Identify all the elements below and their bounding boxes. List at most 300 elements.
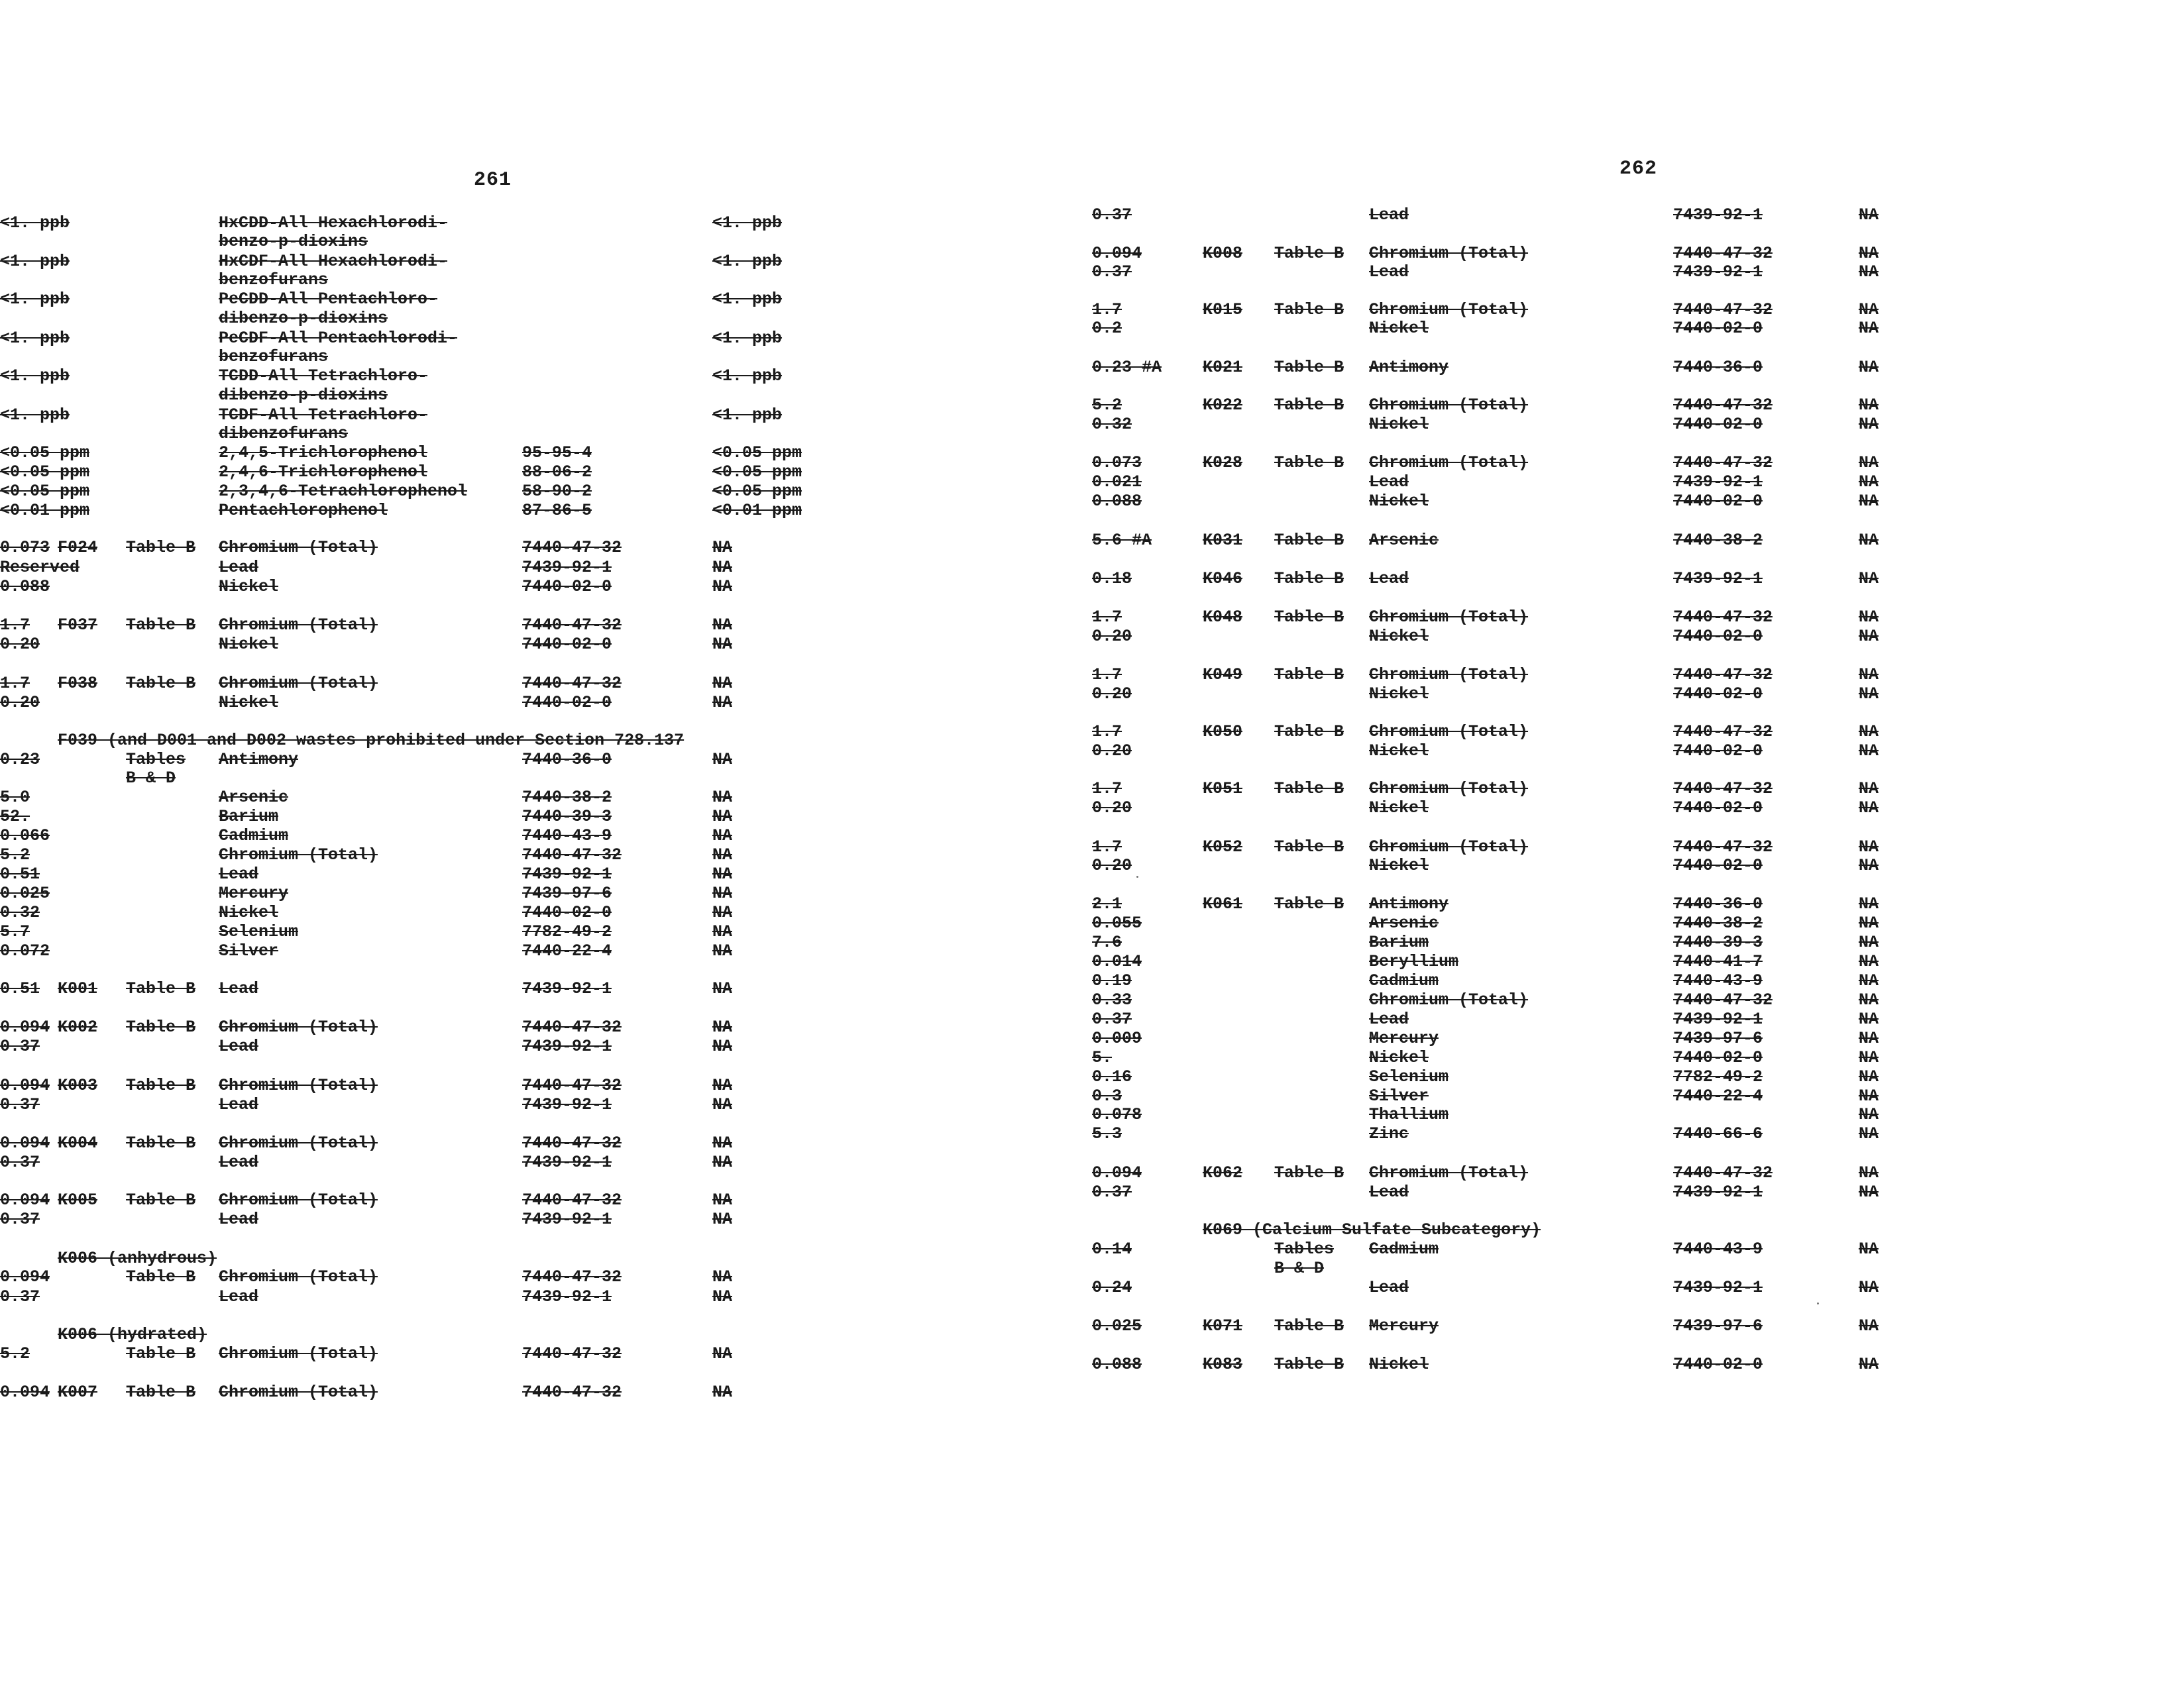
nonwastewater-value: 5.3 (1092, 1124, 1122, 1143)
table-ref: B & D (126, 768, 176, 788)
cas-number: 7440-02-0 (1673, 492, 1763, 511)
table-row (0, 424, 1092, 444)
table-row (0, 577, 1092, 597)
cas-number: 7440-38-2 (522, 788, 612, 807)
waste-code: K028 (1203, 453, 1243, 472)
nonwastewater-value: 1.7 (0, 615, 30, 635)
wastewater-value: NA (1859, 627, 1879, 646)
wastewater-value: NA (1859, 722, 1879, 741)
constituent-name: Lead (219, 558, 259, 577)
wastewater-value: <1. ppb (712, 329, 783, 348)
nonwastewater-value: 0.094 (0, 1383, 50, 1402)
wastewater-value: NA (1859, 1086, 1879, 1106)
wastewater-value: NA (712, 903, 733, 922)
wastewater-value: NA (712, 1267, 733, 1287)
table-ref: Table B (1274, 837, 1344, 857)
table-row (1092, 1067, 2184, 1087)
table-row (1092, 300, 2184, 320)
constituent-name: Nickel (219, 903, 279, 922)
waste-code: K021 (1203, 358, 1243, 377)
scan-speck (1136, 876, 1138, 878)
wastewater-value: NA (1859, 952, 1879, 971)
table-ref: Table B (1274, 1316, 1344, 1336)
nonwastewater-value: 52. (0, 807, 30, 826)
cas-number: 7439-92-1 (1673, 262, 1763, 282)
page-number: 261 (474, 169, 512, 191)
table-ref: Table B (1274, 396, 1344, 415)
wastewater-value: NA (712, 577, 733, 596)
constituent-name: Mercury (1369, 1029, 1439, 1048)
table-ref: Table B (1274, 358, 1344, 377)
table-row (1092, 952, 2184, 972)
wastewater-value: NA (712, 1383, 733, 1402)
cas-number: 7440-02-0 (522, 577, 612, 596)
constituent-name: Chromium (Total) (219, 1076, 378, 1095)
table-ref: Table B (126, 979, 196, 998)
constituent-name: Chromium (Total) (1369, 779, 1529, 798)
cas-number: 7440-47-32 (522, 1267, 622, 1287)
cas-number: 7440-47-32 (1673, 990, 1773, 1010)
table-row (0, 788, 1092, 808)
nonwastewater-value: 0.24 (1092, 1278, 1132, 1297)
wastewater-value: <0.05 ppm (712, 443, 802, 462)
constituent-name: Chromium (Total) (1369, 300, 1529, 319)
constituent-name: Thallium (1369, 1105, 1449, 1124)
cas-number: 7440-47-32 (522, 674, 622, 693)
constituent-name: Chromium (Total) (1369, 396, 1529, 415)
table-ref: Table B (1274, 1163, 1344, 1183)
cas-number: 7439-92-1 (522, 1037, 612, 1056)
table-row (1092, 1278, 2184, 1298)
nonwastewater-value: 0.025 (1092, 1316, 1142, 1336)
nonwastewater-value: 0.20 (0, 635, 40, 654)
nonwastewater-value: 0.021 (1092, 472, 1142, 492)
cas-number: 7439-92-1 (522, 865, 612, 884)
constituent-name: Lead (1369, 569, 1409, 588)
nonwastewater-value: 0.088 (1092, 492, 1142, 511)
wastewater-value: NA (1859, 608, 1879, 627)
nonwastewater-value: 5.6 #A (1092, 531, 1152, 550)
table-row (1092, 856, 2184, 876)
table-ref: Table B (126, 1076, 196, 1095)
constituent-name: Chromium (Total) (1369, 1163, 1529, 1183)
constituent-name: Barium (219, 807, 279, 826)
table-row (0, 252, 1092, 272)
table-row (1092, 205, 2184, 225)
wastewater-value: NA (1859, 837, 1879, 857)
constituent-name: Nickel (1369, 492, 1429, 511)
wastewater-value: NA (1859, 665, 1879, 684)
nonwastewater-value: <1. ppb (0, 252, 70, 271)
waste-code: K005 (58, 1191, 98, 1210)
cas-number: 7440-47-32 (1673, 300, 1773, 319)
cas-number: 7440-47-32 (522, 1344, 622, 1363)
wastewater-value: NA (712, 788, 733, 807)
wastewater-value: NA (1859, 472, 1879, 492)
cas-number: 7440-36-0 (522, 750, 612, 769)
constituent-name: dibenzofurans (219, 424, 349, 443)
nonwastewater-value: 0.20 (0, 693, 40, 712)
table-row (0, 903, 1092, 923)
nonwastewater-value: 0.094 (1092, 244, 1142, 263)
table-row (1092, 1183, 2184, 1202)
cas-number: 7439-92-1 (522, 1095, 612, 1114)
waste-heading: K069 (Calcium Sulfate Subcategory) (1203, 1220, 1541, 1240)
wastewater-value: NA (1859, 933, 1879, 952)
wastewater-value: NA (1859, 319, 1879, 338)
wastewater-value: <1. ppb (712, 213, 783, 233)
wastewater-value: NA (1859, 990, 1879, 1010)
nonwastewater-value: 1.7 (1092, 779, 1122, 798)
cas-number: 7440-66-6 (1673, 1124, 1763, 1143)
wastewater-value: NA (1859, 205, 1879, 225)
table-ref: Table B (126, 1191, 196, 1210)
table-ref: Table B (1274, 608, 1344, 627)
wastewater-value: NA (1859, 244, 1879, 263)
nonwastewater-value: 1.7 (1092, 665, 1122, 684)
cas-number: 7439-97-6 (1673, 1029, 1763, 1048)
table-row (0, 615, 1092, 635)
constituent-name: Chromium (Total) (1369, 990, 1529, 1010)
table-row (1092, 1010, 2184, 1030)
cas-number: 7440-02-0 (1673, 856, 1763, 875)
cas-number: 7440-47-32 (1673, 665, 1773, 684)
cas-number: 7440-02-0 (1673, 415, 1763, 434)
wastewater-value: NA (1859, 569, 1879, 588)
table-ref: Table B (1274, 722, 1344, 741)
constituent-name: Beryllium (1369, 952, 1459, 971)
cas-number: 7440-47-32 (1673, 608, 1773, 627)
constituent-name: Lead (219, 865, 259, 884)
nonwastewater-value: 0.20 (1092, 798, 1132, 818)
table-ref: B & D (1274, 1259, 1325, 1278)
cas-number: 7440-47-32 (1673, 722, 1773, 741)
nonwastewater-value: <0.01 ppm (0, 501, 90, 520)
nonwastewater-value: 0.073 (1092, 453, 1142, 472)
nonwastewater-value: 1.7 (1092, 608, 1122, 627)
table-row (1092, 971, 2184, 991)
constituent-name: Selenium (1369, 1067, 1449, 1086)
table-row (0, 884, 1092, 904)
waste-code: K049 (1203, 665, 1243, 684)
table-row (0, 693, 1092, 713)
table-ref: Table B (1274, 1355, 1344, 1374)
table-row (1092, 358, 2184, 378)
nonwastewater-value: 1.7 (1092, 722, 1122, 741)
wastewater-value: NA (1859, 741, 1879, 761)
table-ref: Table B (1274, 453, 1344, 472)
nonwastewater-value: 0.094 (1092, 1163, 1142, 1183)
wastewater-value: NA (712, 845, 733, 865)
constituent-name: Nickel (1369, 319, 1429, 338)
constituent-name: Nickel (1369, 415, 1429, 434)
wastewater-value: NA (1859, 1048, 1879, 1067)
constituent-name: TCDF-All Tetrachloro- (219, 405, 428, 425)
nonwastewater-value: 0.51 (0, 865, 40, 884)
constituent-name: Lead (219, 1095, 259, 1114)
nonwastewater-value: 0.20 (1092, 684, 1132, 704)
wastewater-value: NA (1859, 396, 1879, 415)
cas-number: 7440-38-2 (1673, 531, 1763, 550)
table-row (1092, 798, 2184, 818)
waste-heading: K006 (hydrated) (58, 1325, 207, 1344)
table-row (0, 1287, 1092, 1307)
constituent-name: Cadmium (1369, 971, 1439, 990)
wastewater-value: NA (712, 865, 733, 884)
constituent-name: Antimony (1369, 358, 1449, 377)
table-row (0, 865, 1092, 884)
nonwastewater-value: 0.094 (0, 1191, 50, 1210)
wastewater-value: NA (1859, 415, 1879, 434)
table-ref: Tables (126, 750, 186, 769)
waste-code: K001 (58, 979, 98, 998)
table-row (1092, 319, 2184, 339)
nonwastewater-value: <0.05 ppm (0, 462, 90, 482)
wastewater-value: NA (1859, 1105, 1879, 1124)
table-row (1092, 453, 2184, 473)
constituent-name: Chromium (Total) (219, 674, 378, 693)
wastewater-value: NA (712, 635, 733, 654)
waste-code: K048 (1203, 608, 1243, 627)
nonwastewater-value: 5.7 (0, 922, 30, 941)
table-row (0, 807, 1092, 827)
cas-number: 7440-22-4 (522, 941, 612, 961)
nonwastewater-value: 0.20 (1092, 627, 1132, 646)
constituent-name: Chromium (Total) (1369, 608, 1529, 627)
cas-number: 7440-43-9 (1673, 1240, 1763, 1259)
constituent-name: dibenzo-p-dioxins (219, 386, 388, 405)
table-row (0, 558, 1092, 578)
wastewater-value: NA (1859, 1163, 1879, 1183)
nonwastewater-value: 0.18 (1092, 569, 1132, 588)
nonwastewater-value: 0.094 (0, 1134, 50, 1153)
constituent-name: Nickel (1369, 856, 1429, 875)
cas-number: 7440-39-3 (1673, 933, 1763, 952)
wastewater-value: NA (712, 884, 733, 903)
constituent-name: Nickel (1369, 1355, 1429, 1374)
wastewater-value: NA (1859, 262, 1879, 282)
nonwastewater-value: 0.066 (0, 826, 50, 845)
table-row (1092, 1240, 2184, 1259)
wastewater-value: NA (1859, 779, 1879, 798)
table-row (1092, 1259, 2184, 1279)
table-row (0, 329, 1092, 348)
table-ref: Table B (126, 1344, 196, 1363)
table-row (0, 1153, 1092, 1173)
table-row (1092, 933, 2184, 953)
table-row (1092, 1086, 2184, 1106)
nonwastewater-value: 0.20 (1092, 741, 1132, 761)
constituent-name: PeCDF-All Pentachlorodi- (219, 329, 458, 348)
table-row (0, 674, 1092, 694)
cas-number: 7440-02-0 (1673, 319, 1763, 338)
table-row (1092, 990, 2184, 1010)
constituent-name: Antimony (1369, 894, 1449, 914)
table-row (0, 347, 1092, 367)
cas-number: 7440-47-32 (1673, 453, 1773, 472)
table-row (0, 538, 1092, 558)
wastewater-value: <1. ppb (712, 252, 783, 271)
nonwastewater-value: 1.7 (0, 674, 30, 693)
wastewater-value: NA (712, 1076, 733, 1095)
waste-code: K051 (1203, 779, 1243, 798)
waste-code: K071 (1203, 1316, 1243, 1336)
table-row (0, 768, 1092, 788)
table-row (1092, 569, 2184, 589)
table-row (1092, 741, 2184, 761)
table-row (1092, 684, 2184, 704)
wastewater-value: NA (712, 1095, 733, 1114)
nonwastewater-value: 0.14 (1092, 1240, 1132, 1259)
nonwastewater-value: <1. ppb (0, 329, 70, 348)
constituent-name: Lead (219, 979, 259, 998)
table-row (0, 443, 1092, 463)
constituent-name: Chromium (Total) (219, 538, 378, 557)
constituent-name: Chromium (Total) (219, 1134, 378, 1153)
cas-number: 7440-39-3 (522, 807, 612, 826)
table-row (0, 826, 1092, 846)
table-ref: Table B (1274, 244, 1344, 263)
wastewater-value: <0.05 ppm (712, 482, 802, 501)
nonwastewater-value: 0.37 (0, 1287, 40, 1306)
cas-number: 88-06-2 (522, 462, 592, 482)
cas-number: 7440-38-2 (1673, 914, 1763, 933)
wastewater-value: NA (712, 615, 733, 635)
wastewater-value: NA (1859, 1010, 1879, 1029)
cas-number: 7440-36-0 (1673, 358, 1763, 377)
nonwastewater-value: 1.7 (1092, 837, 1122, 857)
nonwastewater-value: <1. ppb (0, 290, 70, 309)
constituent-name: Chromium (Total) (219, 615, 378, 635)
table-row (1092, 531, 2184, 551)
cas-number: 87-86-5 (522, 501, 592, 520)
table-ref: Table B (1274, 779, 1344, 798)
constituent-name: Chromium (Total) (219, 1267, 378, 1287)
table-row (0, 1134, 1092, 1153)
constituent-name: Lead (219, 1287, 259, 1306)
constituent-name: dibenzo-p-dioxins (219, 309, 388, 328)
nonwastewater-value: <0.05 ppm (0, 482, 90, 501)
cas-number: 7439-92-1 (1673, 1010, 1763, 1029)
wastewater-value: NA (712, 674, 733, 693)
wastewater-value: NA (1859, 492, 1879, 511)
cas-number: 7440-47-32 (522, 845, 622, 865)
wastewater-value: NA (1859, 1124, 1879, 1143)
wastewater-value: NA (1859, 684, 1879, 704)
table-row (0, 405, 1092, 425)
constituent-name: 2,4,6-Trichlorophenol (219, 462, 428, 482)
constituent-name: Chromium (Total) (1369, 837, 1529, 857)
table-ref: Table B (126, 1134, 196, 1153)
nonwastewater-value: 0.19 (1092, 971, 1132, 990)
table-ref: Table B (1274, 300, 1344, 319)
nonwastewater-value: 0.055 (1092, 914, 1142, 933)
constituent-name: benzofurans (219, 270, 329, 290)
nonwastewater-value: 7.6 (1092, 933, 1122, 952)
table-row (1092, 627, 2184, 647)
table-row (0, 1095, 1092, 1115)
table-ref: Table B (1274, 894, 1344, 914)
constituent-name: 2,3,4,6-Tetrachlorophenol (219, 482, 468, 501)
wastewater-value: NA (1859, 971, 1879, 990)
wastewater-value: NA (1859, 358, 1879, 377)
cas-number: 95-95-4 (522, 443, 592, 462)
wastewater-value: <0.01 ppm (712, 501, 802, 520)
nonwastewater-value: 5.2 (1092, 396, 1122, 415)
constituent-name: Arsenic (219, 788, 289, 807)
wastewater-value: NA (1859, 1316, 1879, 1336)
constituent-name: Silver (219, 941, 279, 961)
nonwastewater-value: 5.2 (0, 845, 30, 865)
table-row (1092, 894, 2184, 914)
table-row (1092, 396, 2184, 415)
constituent-name: PeCDD-All Pentachloro- (219, 290, 438, 309)
cas-number: 7440-36-0 (1673, 894, 1763, 914)
constituent-name: 2,4,5-Trichlorophenol (219, 443, 428, 462)
wastewater-value: NA (712, 1037, 733, 1056)
constituent-name: benzofurans (219, 347, 329, 366)
table-row (0, 213, 1092, 233)
constituent-name: Lead (219, 1153, 259, 1172)
cas-number: 7439-92-1 (1673, 472, 1763, 492)
wastewater-value: NA (1859, 300, 1879, 319)
waste-code: K061 (1203, 894, 1243, 914)
table-ref: Table B (126, 615, 196, 635)
table-row (1092, 608, 2184, 627)
wastewater-value: NA (1859, 914, 1879, 933)
wastewater-value: <1. ppb (712, 405, 783, 425)
wastewater-value: NA (1859, 1067, 1879, 1086)
nonwastewater-value: 0.094 (0, 1076, 50, 1095)
constituent-name: Mercury (219, 884, 289, 903)
nonwastewater-value: <1. ppb (0, 213, 70, 233)
cas-number: 7440-02-0 (1673, 1355, 1763, 1374)
table-row (1092, 837, 2184, 857)
table-ref: Table B (126, 538, 196, 557)
cas-number: 7439-97-6 (522, 884, 612, 903)
table-row (1092, 1163, 2184, 1183)
table-row (1092, 914, 2184, 933)
cas-number: 7440-02-0 (1673, 741, 1763, 761)
nonwastewater-value: 0.2 (1092, 319, 1122, 338)
table-row (0, 1210, 1092, 1230)
nonwastewater-value: 0.37 (0, 1095, 40, 1114)
constituent-name: Lead (1369, 262, 1409, 282)
constituent-name: Arsenic (1369, 914, 1439, 933)
cas-number: 7439-92-1 (1673, 569, 1763, 588)
table-row (1092, 1220, 2184, 1240)
nonwastewater-value: 0.078 (1092, 1105, 1142, 1124)
table-row (0, 922, 1092, 942)
table-ref: Table B (1274, 665, 1344, 684)
wastewater-value: NA (712, 807, 733, 826)
nonwastewater-value: 0.33 (1092, 990, 1132, 1010)
nonwastewater-value: 0.37 (1092, 1010, 1132, 1029)
table-row (1092, 492, 2184, 511)
cas-number: 7440-47-32 (522, 1134, 622, 1153)
wastewater-value: NA (712, 1287, 733, 1306)
constituent-name: Lead (219, 1210, 259, 1229)
constituent-name: Cadmium (1369, 1240, 1439, 1259)
constituent-name: Nickel (219, 635, 279, 654)
constituent-name: Cadmium (219, 826, 289, 845)
cas-number: 7440-02-0 (1673, 798, 1763, 818)
nonwastewater-value: 5. (1092, 1048, 1113, 1067)
table-row (1092, 1048, 2184, 1068)
wastewater-value: NA (712, 750, 733, 769)
waste-code: K008 (1203, 244, 1243, 263)
cas-number: 7440-47-32 (522, 615, 622, 635)
